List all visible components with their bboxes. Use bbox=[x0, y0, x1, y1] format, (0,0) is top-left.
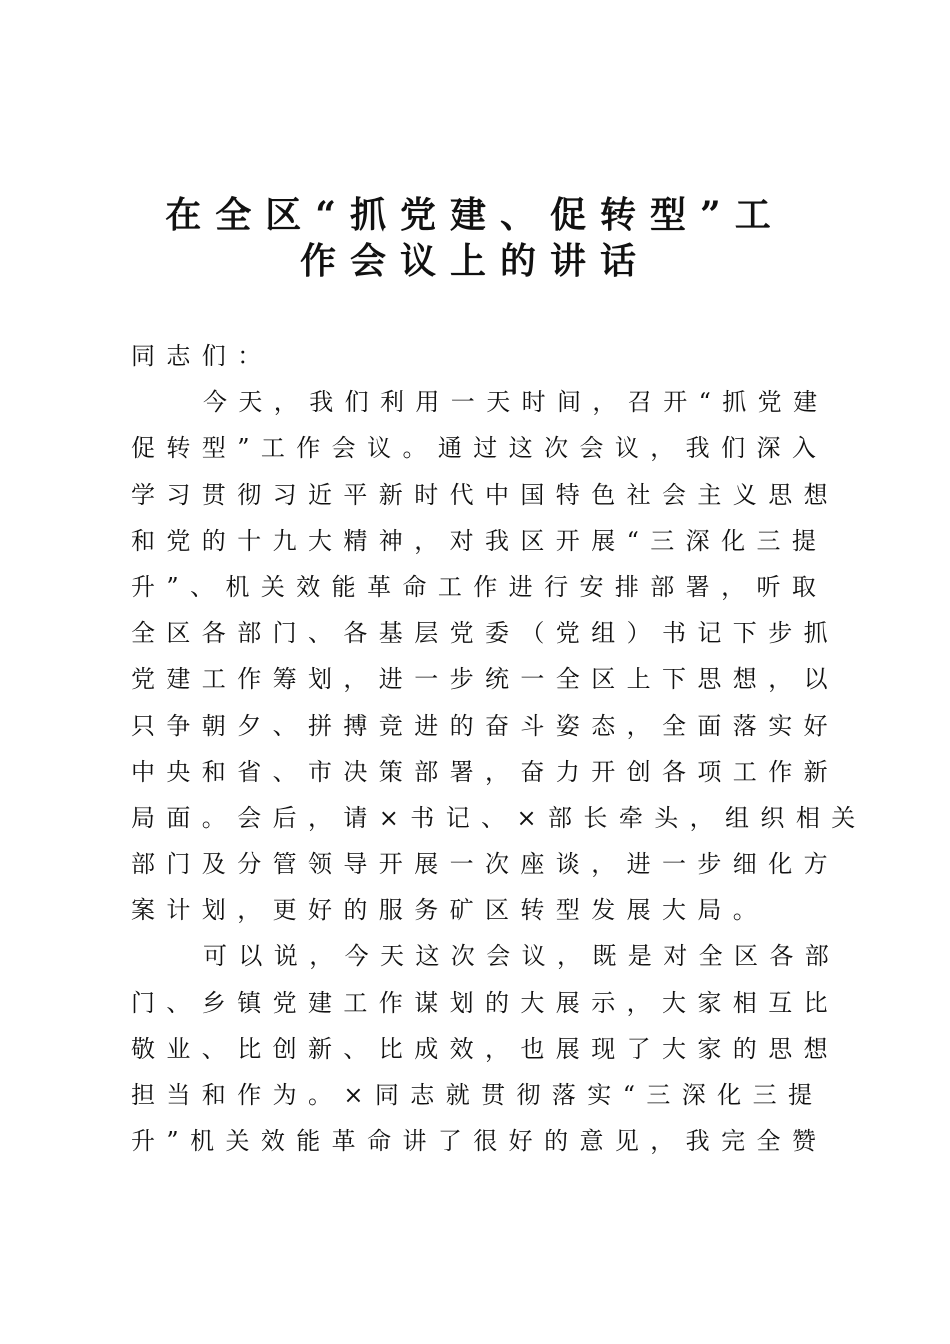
paragraph-line: 学习贯彻习近平新时代中国特色社会主义思想 bbox=[131, 480, 839, 509]
paragraph-line: 局面。会后，请×书记、×部长牵头，组织相关 bbox=[131, 803, 867, 832]
paragraph-line: 担当和作为。×同志就贯彻落实“三深化三提 bbox=[131, 1081, 824, 1109]
paragraph-line: 门、乡镇党建工作谋划的大展示，大家相互比 bbox=[131, 988, 839, 1017]
paragraph-line: 和党的十九大精神，对我区开展“三深化三提 bbox=[131, 526, 828, 555]
document-body bbox=[131, 333, 867, 1164]
paragraph-line: 案计划，更好的服务矿区转型发展大局。 bbox=[131, 896, 769, 925]
paragraph-line: 中央和省、市决策部署，奋力开创各项工作新 bbox=[131, 757, 839, 786]
paragraph-line: 促转型”工作会议。通过这次会议，我们深入 bbox=[131, 434, 828, 463]
paragraph-line: 只争朝夕、拼搏竞进的奋斗姿态，全面落实好 bbox=[131, 711, 839, 740]
paragraph-line: 升”、机关效能革命工作进行安排部署，听取 bbox=[131, 572, 828, 601]
paragraph-2 bbox=[131, 933, 841, 1164]
paragraph-line: 全区各部门、各基层党委（党组）书记下步抓 bbox=[131, 619, 839, 648]
greeting: 同志们： bbox=[131, 342, 273, 370]
paragraph-1 bbox=[131, 379, 867, 933]
paragraph-line: 部门及分管领导开展一次座谈，进一步细化方 bbox=[131, 850, 839, 879]
paragraph-line: 升”机关效能革命讲了很好的意见，我完全赞 bbox=[131, 1127, 828, 1156]
title-line-1: 在全区“抓党建、促转型”工 bbox=[165, 194, 785, 236]
paragraph-line: 今天，我们利用一天时间，召开“抓党建 bbox=[203, 388, 829, 417]
paragraph-line: 可以说，今天这次会议，既是对全区各部 bbox=[203, 942, 841, 971]
paragraph-line: 党建工作筹划，进一步统一全区上下思想，以 bbox=[131, 665, 839, 694]
paragraph-line: 敬业、比创新、比成效，也展现了大家的思想 bbox=[131, 1034, 839, 1063]
title-line-2: 作会议上的讲话 bbox=[299, 240, 650, 282]
document-title bbox=[130, 192, 820, 284]
